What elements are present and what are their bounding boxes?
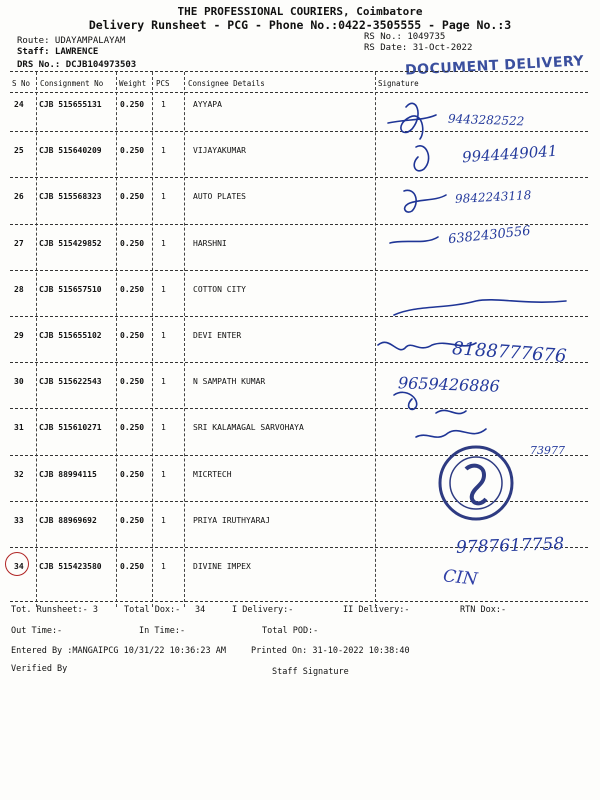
row-weight: 0.250 [120, 562, 145, 571]
printed-on: Printed On: 31-10-2022 10:38:40 [251, 646, 410, 656]
row-sno: 24 [14, 100, 24, 109]
row-pcs: 1 [161, 100, 166, 109]
runsheet-title: Delivery Runsheet - PCG - Phone No.:0422-3505555 - Page No.:3 [88, 18, 512, 32]
row-consignee-name: DEVI ENTER [193, 331, 242, 340]
rtn-dox-label: RTN Dox:- [460, 605, 507, 615]
col-consignee-details: Consignee Details [188, 79, 265, 88]
handwritten-phone-number: 9787617758 [455, 534, 565, 558]
row-consignee-name: N SAMPATH KUMAR [193, 377, 266, 387]
row-weight: 0.250 [120, 100, 145, 109]
handwritten-phone-number: 9443282522 [447, 111, 525, 129]
row-pcs: 1 [161, 377, 166, 387]
row-consignee-name: COTTON CITY [193, 284, 246, 294]
signature-scribbles [376, 95, 590, 605]
row-pcs: 1 [161, 469, 166, 479]
row-pcs: 1 [161, 562, 166, 571]
row-consignment-no: CJB 515423580 [39, 562, 102, 571]
row-consignment-no: CJB 515610271 [39, 423, 102, 433]
handwritten-phone-number: 9842243118 [454, 188, 532, 206]
row-sno: 29 [14, 331, 24, 340]
row-consignee-name: SRI KALAMAGAL SARVOHAYA [193, 423, 304, 433]
row-consignment-no: CJB 515640209 [39, 146, 102, 156]
row-consignment-no: CJB 515429852 [39, 238, 102, 248]
total-dox-label: Total Dox:- [124, 605, 181, 615]
row-consignment-no: CJB 88994115 [39, 469, 97, 479]
handwritten-phone-number: 9659426886 [397, 373, 501, 396]
row-consignee-name: MICRTECH [193, 469, 232, 479]
rs-date: RS Date: 31-Oct-2022 [364, 43, 473, 53]
total-pod-label: Total POD:- [262, 626, 319, 636]
row-pcs: 1 [161, 331, 166, 340]
out-time-label: Out Time:- [11, 626, 63, 636]
col-divider [152, 72, 153, 607]
row-weight: 0.250 [120, 331, 145, 340]
row-weight: 0.250 [120, 192, 145, 202]
in-time-label: In Time:- [139, 626, 186, 636]
company-seal [440, 447, 512, 519]
row-weight: 0.250 [120, 284, 145, 294]
col-divider [184, 72, 185, 607]
col-divider [36, 72, 37, 607]
row-weight: 0.250 [120, 377, 145, 387]
row-pcs: 1 [161, 423, 166, 433]
row-consignment-no: CJB 515568323 [39, 192, 102, 202]
row-consignment-no: CJB 88969692 [39, 515, 97, 525]
row-pcs: 1 [161, 192, 166, 202]
row-weight: 0.250 [120, 238, 145, 248]
handwritten-phone-number: 6382430556 [447, 223, 532, 248]
row-consignee-name: AUTO PLATES [193, 192, 246, 202]
row-pcs: 1 [161, 146, 166, 156]
header-top-rule [10, 71, 588, 72]
row-sno: 31 [14, 423, 24, 433]
col-weight: Weight [119, 79, 147, 88]
handwritten-phone-number: 9944449041 [461, 141, 558, 167]
row-sno: 33 [14, 515, 24, 525]
row-sno: 25 [14, 146, 24, 156]
verified-by-label: Verified By [11, 664, 68, 674]
row-weight: 0.250 [120, 515, 145, 525]
row-sno: 27 [14, 238, 24, 248]
drs-label: DRS No.: DCJB104973503 [17, 60, 137, 70]
row-sno: 32 [14, 469, 24, 479]
row-pcs: 1 [161, 238, 166, 248]
total-runsheet: Tot. Runsheet:- 3 [11, 605, 98, 615]
table-bottom-rule [10, 601, 588, 602]
row-consignment-no: CJB 515657510 [39, 284, 102, 294]
staff-signature-label: Staff Signature [272, 667, 349, 677]
row-consignment-no: CJB 515655131 [39, 100, 102, 109]
circled-row-34-mark [5, 552, 29, 576]
handwritten-phone-number: 73977 [530, 444, 565, 457]
row-weight: 0.250 [120, 423, 145, 433]
row-consignee-name: VIJAYAKUMAR [193, 146, 246, 156]
ii-delivery-label: II Delivery:- [343, 605, 410, 615]
handwritten-phone-number: 8188777676 [451, 338, 568, 367]
total-dox-value: 34 [195, 605, 206, 615]
row-consignment-no: CJB 515655102 [39, 331, 102, 340]
company-title: THE PROFESSIONAL COURIERS, Coimbatore [177, 5, 423, 18]
col-consignment: Consignment No [40, 79, 104, 88]
route-label: Route: UDAYAMPALAYAM [17, 36, 126, 46]
col-divider [116, 72, 117, 607]
col-signature: Signature [378, 79, 419, 88]
row-pcs: 1 [161, 515, 166, 525]
staff-label: Staff: LAWRENCE [17, 47, 99, 57]
row-consignee-name: AYYAPA [193, 100, 222, 109]
row-sno: 28 [14, 284, 24, 294]
i-delivery-label: I Delivery:- [232, 605, 294, 615]
rs-number: RS No.: 1049735 [364, 32, 446, 42]
row-weight: 0.250 [120, 469, 145, 479]
row-sno: 34 [14, 562, 24, 571]
row-sno: 30 [14, 377, 24, 387]
handwritten-cin: CIN [442, 566, 479, 590]
col-pcs: PCS [156, 79, 170, 88]
row-consignee-name: PRIYA IRUTHYARAJ [193, 515, 271, 525]
col-sno: S No [12, 79, 31, 88]
row-consignment-no: CJB 515622543 [39, 377, 102, 387]
row-sno: 26 [14, 192, 24, 202]
row-consignee-name: DIVINE IMPEX [193, 562, 251, 571]
row-pcs: 1 [161, 284, 166, 294]
document-delivery-stamp: DOCUMENT DELIVERY [404, 53, 585, 79]
entered-by: Entered By :MANGAIPCG 10/31/22 10:36:23 AM [11, 646, 226, 656]
row-weight: 0.250 [120, 146, 145, 156]
row-consignee-name: HARSHNI [193, 238, 227, 248]
header-bottom-rule [10, 92, 588, 93]
